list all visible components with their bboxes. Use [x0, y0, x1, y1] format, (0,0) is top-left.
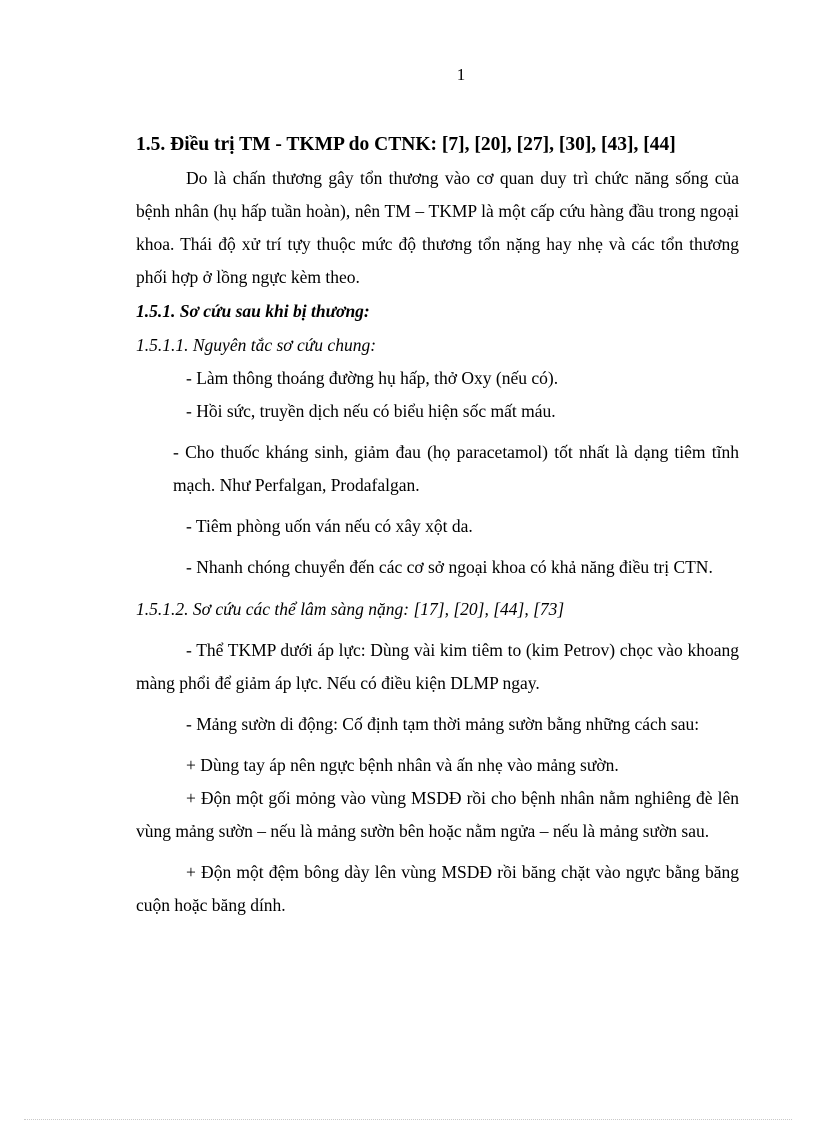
page-number: 1 [456, 65, 466, 84]
plus-item: + Độn một gối mỏng vào vùng MSDĐ rồi cho bệnh nhân nằm nghiêng đè lên vùng mảng sườn – nếu là mảng sườn bên hoặc nằm ngửa – nếu là mảng sườn sau. [136, 788, 739, 841]
subsection-title-1-5-1-2: 1.5.1.2. Sơ cứu các thể lâm sàng nặng: [17], [20], [44], [73] [136, 599, 565, 619]
document-body [136, 127, 739, 922]
page-bottom-rule [24, 1119, 792, 1120]
list-item: - Làm thông thoáng đường hụ hấp, thở Oxy (nếu có). [186, 368, 559, 388]
subsection-title-1-5-1-1: 1.5.1.1. Nguyên tắc sơ cứu chung: [136, 335, 377, 355]
subsection-title-1-5-1: 1.5.1. Sơ cứu sau khi bị thương: [136, 301, 370, 321]
list-item: - Nhanh chóng chuyển đến các cơ sở ngoại khoa có khả năng điều trị CTN. [186, 557, 713, 577]
list-item: - Hồi sức, truyền dịch nếu có biểu hiện sốc mất máu. [186, 401, 556, 421]
intro-paragraph: Do là chấn thương gây tổn thương vào cơ quan duy trì chức năng sống của bệnh nhân (hụ hấp tuần hoàn), nên TM – TKMP là một cấp cứu hàng đầu trong ngoại khoa. Thái độ xử trí tựy thuộc mức độ thương tổn nặng hay nhẹ và các tổn thương phối hợp ở lồng ngực kèm theo. [136, 168, 739, 287]
plus-item: + Dùng tay áp nên ngực bệnh nhân và ấn nhẹ vào mảng sườn. [186, 755, 619, 775]
section-heading: 1.5. Điều trị TM - TKMP do CTNK: [7], [20], [27], [30], [43], [44] [136, 134, 676, 155]
mang-suon-paragraph: - Mảng sườn di động: Cố định tạm thời mảng sườn bằng những cách sau: [186, 714, 700, 734]
list-item: - Cho thuốc kháng sinh, giảm đau (họ paracetamol) tốt nhất là dạng tiêm tĩnh mạch. Như Perfalgan, Prodafalgan. [173, 442, 739, 495]
list-item: - Tiêm phòng uốn ván nếu có xây xột da. [186, 516, 473, 536]
tkmp-paragraph: - Thể TKMP dưới áp lực: Dùng vài kim tiêm to (kim Petrov) chọc vào khoang màng phổi để giảm áp lực. Nếu có điều kiện DLMP ngay. [136, 640, 739, 693]
plus-item: + Độn một đệm bông dày lên vùng MSDĐ rồi băng chặt vào ngực bằng băng cuộn hoặc băng dính. [136, 862, 739, 915]
